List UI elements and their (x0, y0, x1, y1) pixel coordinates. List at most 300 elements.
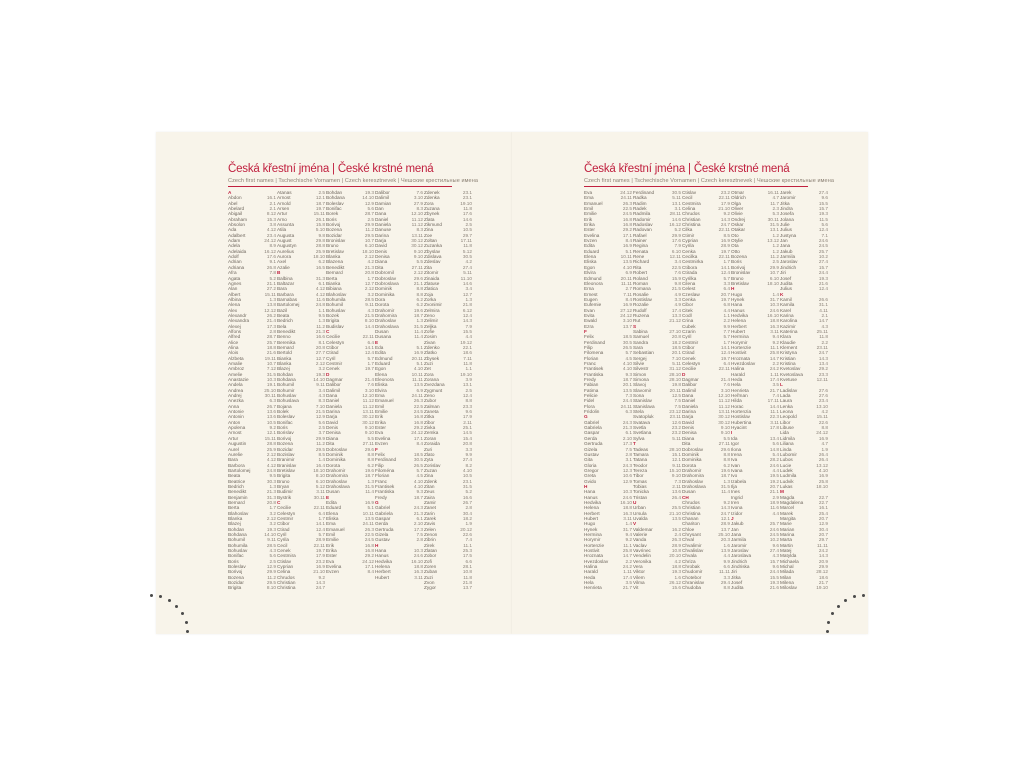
name-text: Roman (633, 280, 649, 286)
name-text: Izabela (731, 478, 747, 484)
name-day-date: 23.2 (671, 430, 681, 436)
name-text: Horac (731, 403, 744, 409)
name-text: Alan (228, 286, 238, 292)
name-day-date: 5.11 (463, 270, 472, 276)
name-text: Franc (375, 478, 387, 484)
name-text: Horymir (731, 339, 748, 345)
name-text: Celest (682, 286, 696, 292)
name-text: Zeno (424, 312, 435, 318)
name-text: Jitka (731, 574, 741, 580)
name-day-date: 3.4 (674, 259, 681, 265)
name-text: Daniel (682, 398, 696, 404)
name-day-date: 12.9 (266, 564, 276, 570)
name-text: Bryan (277, 483, 290, 489)
name-day-date: 6.2 (416, 302, 423, 308)
name-text: Bozislav (277, 451, 295, 457)
name-day-date: 4.4 (772, 467, 779, 473)
name-day-date: 6.9 (416, 387, 423, 393)
name-day-date: 1.7 (723, 339, 730, 345)
name-text: Zalman (424, 403, 440, 409)
name-text: Marek (780, 510, 794, 516)
name-day-date: 13.11 (411, 232, 423, 238)
name-day-date: 9.2 (269, 425, 276, 431)
name-text: Cibor (682, 302, 694, 308)
name-day-date: 30.12 (362, 414, 374, 420)
name-text: Codl (682, 312, 692, 318)
name-text: Rita (633, 264, 642, 270)
name-day-date: 12.11 (669, 254, 681, 260)
name-text: Bohumil (228, 537, 245, 543)
name-day-date: 24.7 (720, 510, 730, 516)
name-day-date: 4.10 (818, 467, 828, 473)
name-text: Branislav (277, 462, 297, 468)
name-day-date: 4.2 (821, 409, 828, 415)
name-day-date: 19.6 (364, 467, 374, 473)
name-day-date: 1.1 (318, 307, 325, 313)
name-entry (277, 585, 325, 590)
name-day-date: 13.11 (718, 409, 730, 415)
name-day-date: 3.2 (367, 291, 374, 297)
name-day-date: 25.11 (816, 328, 828, 334)
name-day-date: 6.6 (723, 564, 730, 570)
name-day-date: 12.9 (818, 521, 828, 527)
name-day-date: 2.3 (772, 206, 779, 212)
name-text: Bernard (277, 344, 294, 350)
name-text: Ferdinand (584, 339, 606, 345)
name-day-date: 4.9 (674, 291, 681, 297)
name-day-date: 15.7 (818, 206, 828, 212)
name-text: Denis (326, 425, 338, 431)
name-text: Bazil (277, 307, 288, 313)
name-day-date: 12.10 (362, 393, 374, 399)
name-day-date: 11.5 (819, 216, 828, 222)
name-text: Gabriel (584, 419, 600, 425)
name-day-date: 19.7 (315, 206, 325, 212)
name-day-date: 31.5 (462, 483, 472, 489)
name-text: Lidmila (780, 435, 795, 441)
name-day-date: 3.10 (720, 387, 730, 393)
name-text: Zygmunt (424, 387, 443, 393)
name-text: Edita (326, 499, 337, 505)
name-text: Darina (375, 232, 389, 238)
name-text: Klaudie (780, 339, 796, 345)
name-text: Dobroslav (375, 275, 397, 281)
name-day-date: 24.5 (622, 211, 632, 217)
name-day-date: 16.2 (671, 526, 681, 532)
name-day-date: 14.6 (462, 280, 472, 286)
name-text: Ester (375, 425, 386, 431)
name-day-date: 6.10 (364, 243, 374, 249)
name-day-date: 9.10 (364, 430, 374, 436)
name-text: Ambroz (228, 366, 245, 372)
name-text: Samuel (633, 334, 649, 340)
name-text: Cyril (277, 532, 287, 537)
name-day-date: 17.6 (462, 211, 472, 217)
name-day-date: 30.11 (767, 216, 779, 222)
name-day-date: 3.9 (465, 377, 472, 383)
name-day-date: 18.8 (413, 564, 423, 570)
name-day-date: 30.5 (462, 254, 472, 260)
name-day-date: 19.6 (720, 467, 730, 473)
name-text: Matylda (780, 553, 797, 559)
name-text: Dusan (375, 328, 389, 334)
name-day-date: 30.4 (818, 526, 828, 532)
binding-dot (853, 595, 856, 598)
name-text: Radim (633, 200, 647, 206)
name-day-date: 24.11 (362, 521, 374, 527)
name-text: Bohumila (326, 296, 346, 302)
name-text: Bernard (228, 499, 245, 505)
name-text: Vera (633, 564, 643, 570)
name-day-date: 13.12 (816, 462, 828, 468)
name-text: Erika (326, 548, 337, 554)
name-text: Celestyn (277, 510, 296, 516)
name-day-date: 9.6 (821, 195, 828, 201)
name-day-date: 18.2 (671, 339, 681, 345)
name-day-date: 31.5 (364, 483, 374, 489)
name-day-date: 27.6 (818, 393, 828, 399)
name-day-date: 15.6 (671, 585, 681, 591)
name-text: Evzen (584, 238, 598, 244)
name-text: Bohumil (326, 302, 343, 308)
name-text: Julie (780, 222, 790, 228)
name-day-date: 7.11 (623, 291, 632, 297)
name-day-date: 13.1 (769, 227, 779, 233)
name-day-date: 5.1 (416, 344, 423, 350)
name-text: Zivan (424, 339, 436, 345)
name-text: Hubertina (731, 419, 752, 425)
name-day-date: 11.12 (362, 398, 374, 404)
name-text: Valdemar (633, 526, 653, 532)
name-text: Abigail (228, 211, 243, 217)
name-day-date: 1.11 (623, 569, 632, 575)
name-day-date: 16.3 (769, 323, 779, 329)
name-text: Kvetoslav (780, 366, 801, 372)
name-text: Bozena (277, 441, 293, 447)
name-text: Hedvika (375, 558, 392, 564)
name-day-date: 28.10 (669, 446, 681, 452)
name-text: Bozena (326, 227, 342, 233)
name-text: Zuri (424, 446, 433, 452)
name-text: Bedrich (228, 483, 244, 489)
name-day-date: 5.6 (772, 441, 779, 447)
name-text: Czarin (682, 328, 696, 334)
name-text: Frantisek (375, 483, 395, 489)
name-text: Karel (780, 307, 791, 313)
name-text: Blazej (228, 521, 241, 527)
name-text: Ema (375, 393, 385, 399)
name-day-date: 20.10 (669, 553, 681, 559)
name-text: Ladislav (780, 387, 798, 393)
name-day-date: 21.1 (413, 280, 423, 286)
name-day-date: 24.7 (720, 222, 730, 228)
name-text: Danuse (375, 227, 392, 233)
name-text: Dagmar (326, 377, 343, 383)
name-day-date: 13.5 (671, 515, 681, 521)
name-day-date: 31.7 (769, 296, 779, 302)
name-text: Zuzan (424, 467, 438, 473)
name-day-date: 24.2 (622, 564, 632, 570)
name-text: Budislav (326, 323, 344, 329)
name-text: David (375, 243, 387, 249)
name-day-date: 29.9 (818, 564, 828, 570)
name-text: Apolena (228, 425, 246, 431)
name-text: Tristan (633, 494, 648, 500)
name-day-date: 26.12 (669, 580, 681, 586)
name-day-date: 8.1 (318, 339, 325, 345)
name-day-date: 8.8 (723, 457, 730, 463)
name-day-date: 2.8 (625, 451, 632, 457)
name-day-date: 7.11 (463, 355, 472, 361)
name-day-date: 8.8 (723, 585, 730, 591)
name-day-date: 20.8 (364, 270, 374, 276)
name-day-date: 2.1 (269, 206, 276, 212)
name-text: Abel (228, 200, 238, 206)
name-text: Cilena (682, 280, 696, 286)
name-day-date: 16.9 (413, 350, 423, 356)
name-day-date: 9.4 (772, 334, 779, 340)
name-text: L (780, 382, 783, 388)
name-text: Gloria (584, 462, 597, 468)
name-day-date: 30.11 (264, 393, 276, 399)
name-text: Chrudos (682, 499, 700, 505)
name-text: Adrian (228, 259, 242, 265)
name-day-date: 9.10 (720, 430, 730, 436)
name-text: Jana (731, 532, 742, 537)
name-day-date: 16.8 (413, 419, 423, 425)
name-text: Drahoslava (682, 483, 706, 489)
name-text: H (731, 286, 735, 292)
name-text: Borek (326, 211, 339, 217)
name-text: Chvala (682, 553, 697, 559)
name-day-date: 12.4 (462, 393, 472, 399)
name-day-date: 12.4 (720, 350, 730, 356)
name-text: Bruno (731, 275, 744, 281)
name-text: Hubert (731, 328, 746, 334)
name-day-date: 20.12 (460, 526, 472, 532)
name-text: Evita (584, 312, 595, 318)
name-text: Zuban (424, 569, 438, 575)
name-text: Christian (682, 216, 701, 222)
name-day-date: 29.9 (266, 569, 276, 575)
name-day-date: 9.6 (772, 564, 779, 570)
binding-dot (185, 621, 188, 624)
name-text: E (326, 494, 330, 500)
name-text: Kvetuse (780, 377, 797, 383)
name-text: Svatopluk (633, 414, 654, 420)
name-day-date: 18.10 (816, 483, 828, 489)
name-text: Hana (375, 548, 387, 554)
name-day-date: 18.7 (622, 377, 632, 383)
name-text: Evelina (375, 435, 391, 441)
name-text: Dalimil (682, 387, 697, 393)
name-day-date: 10.5 (462, 473, 472, 479)
name-day-date: 1.2 (772, 248, 779, 254)
name-text: Zaneta (424, 409, 439, 415)
name-day-date: 29.4 (720, 580, 730, 586)
name-day-date: 4.2 (367, 259, 374, 265)
name-day-date: 5.5 (416, 259, 423, 265)
name-day-date: 16.9 (818, 473, 828, 479)
name-day-date: 16.9 (315, 564, 325, 570)
name-day-date: 25.7 (769, 521, 779, 527)
name-day-date: 12.9 (315, 414, 325, 420)
name-day-date: 17.3 (266, 323, 276, 329)
binding-dot (844, 599, 847, 602)
name-text: Bohdana (277, 377, 296, 383)
name-day-date: 9.2 (723, 499, 730, 505)
name-day-date: 29.6 (413, 275, 423, 281)
name-text: A (228, 190, 232, 195)
name-text: Eleonora (375, 377, 394, 383)
name-day-date: 2.8 (416, 537, 423, 543)
name-day-date: 13.7 (720, 526, 730, 532)
name-day-date: 29.2 (818, 366, 828, 372)
name-text: Frantiska (584, 371, 604, 377)
name-day-date: 7.10 (671, 355, 681, 361)
name-day-date: 24.11 (411, 393, 423, 399)
name-text: Agata (228, 275, 241, 281)
name-day-date: 9.9 (465, 451, 472, 457)
name-day-date: 22.11 (718, 227, 730, 233)
name-day-date: 1.7 (318, 515, 325, 521)
name-text: Ruzena (633, 312, 650, 318)
name-day-date: 26.2 (266, 312, 276, 318)
name-day-date: 9.11 (672, 462, 681, 468)
name-text: Greta (584, 473, 596, 479)
name-text: Miloslav (780, 585, 797, 591)
name-text: Zdenek (424, 190, 440, 195)
name-text: Absolon (228, 222, 245, 228)
name-text: Albina (228, 296, 242, 302)
name-text: Daniela (375, 222, 391, 228)
name-text: Zelimir (424, 318, 439, 324)
name-day-date: 11.12 (718, 403, 730, 409)
name-text: Margita (780, 515, 796, 521)
name-day-date: 6.4 (723, 286, 730, 292)
name-day-date: 21.3 (413, 510, 423, 516)
name-day-date: 24.6 (622, 494, 632, 500)
name-text: Zet (424, 366, 431, 372)
name-day-date: 13.9 (720, 548, 730, 554)
name-text: Sergej (633, 355, 647, 361)
name-text: Fredy (375, 494, 387, 500)
name-day-date: 4.2 (674, 558, 681, 564)
name-text: Felicie (584, 393, 598, 399)
name-text: Dalibor (326, 382, 341, 388)
binding-dot (862, 594, 865, 597)
name-text: Magdalena (780, 499, 804, 505)
name-day-date: 8.4 (367, 569, 374, 575)
name-text: Celina (277, 569, 291, 575)
name-text: Harald (584, 569, 598, 575)
name-day-date: 4.3 (772, 553, 779, 559)
name-text: Zoja (424, 291, 434, 297)
name-day-date: 24.2 (818, 548, 828, 554)
name-text: Hana (731, 302, 743, 308)
name-day-date: 4.7 (821, 441, 828, 447)
name-text: Ilona (731, 446, 742, 452)
name-day-date: 9.2 (318, 574, 325, 580)
name-day-date: 18.2 (462, 515, 472, 521)
name-text: Gabriela (375, 510, 393, 516)
name-text: Cecilie (326, 334, 341, 340)
name-text: Denisa (326, 430, 341, 436)
name-text: Jan (731, 526, 739, 532)
name-text: Zbynek (424, 211, 440, 217)
name-text: Jindra (780, 206, 793, 212)
name-text: Stela (633, 409, 644, 415)
name-text: C (277, 499, 281, 505)
name-text: Alfred (228, 334, 241, 340)
name-text: Cyrilka (682, 275, 697, 281)
name-text: Jaroslav (731, 548, 749, 554)
name-day-date: 28.9 (315, 537, 325, 543)
name-day-date: 11.8 (463, 243, 472, 249)
name-day-date: 27.12 (620, 307, 632, 313)
name-text: Zbyslav (424, 248, 441, 254)
name-day-date: 16.6 (315, 334, 325, 340)
name-text: Zoe (424, 232, 433, 238)
name-text: Bohuslav (326, 307, 346, 313)
name-text: Benedikt (277, 328, 296, 334)
name-day-date: 8.10 (266, 585, 276, 591)
name-day-date: 23.2 (720, 190, 730, 195)
name-day-date: 26.6 (818, 296, 828, 302)
name-text: Zobor (424, 553, 437, 559)
name-day-date: 16.10 (767, 312, 779, 318)
name-text: Zuzana (424, 206, 440, 212)
name-day-date: 12.1 (720, 515, 730, 521)
name-day-date: 19.3 (266, 526, 276, 532)
name-text: Bedrich (277, 318, 293, 324)
name-text: Dora (375, 296, 386, 302)
name-day-date: 21.4 (720, 377, 730, 383)
name-text: CH (682, 494, 689, 500)
name-day-date: 8.5 (723, 232, 730, 238)
name-text: Ctirad (682, 350, 695, 356)
name-text: Drahoslav (326, 478, 348, 484)
name-text: Hortenzie (584, 542, 605, 548)
name-day-date: 22.11 (313, 542, 325, 548)
name-text: Barbora (228, 462, 245, 468)
name-day-date: 27.11 (411, 264, 423, 270)
name-day-date: 5.2 (269, 275, 276, 281)
name-day-date: 20.8 (266, 499, 276, 505)
name-text: Daniela (682, 403, 698, 409)
name-text: Blazena (326, 259, 343, 265)
name-day-date: 14.3 (720, 505, 730, 511)
name-text: Bara (228, 457, 238, 463)
name-day-date: 23.3 (818, 371, 828, 377)
name-day-date: 8.10 (315, 473, 325, 479)
name-text: Bohumila (228, 542, 248, 548)
name-text: Boleslav (277, 414, 295, 420)
name-text: Zoraida (424, 441, 440, 447)
name-text: Evelina (584, 232, 600, 238)
name-text: Oliver (731, 206, 744, 212)
name-day-date: 30.5 (671, 190, 681, 195)
name-column (731, 190, 779, 630)
name-day-date: 24.5 (769, 532, 779, 537)
name-day-date: 27.6 (818, 387, 828, 393)
name-day-date: 19.7 (720, 355, 730, 361)
name-text: Dorota (375, 302, 390, 308)
name-text: Ester (584, 227, 595, 233)
name-day-date: 9.10 (671, 473, 681, 479)
name-day-date: 18.7 (364, 473, 374, 479)
name-text: Jan (780, 238, 788, 244)
